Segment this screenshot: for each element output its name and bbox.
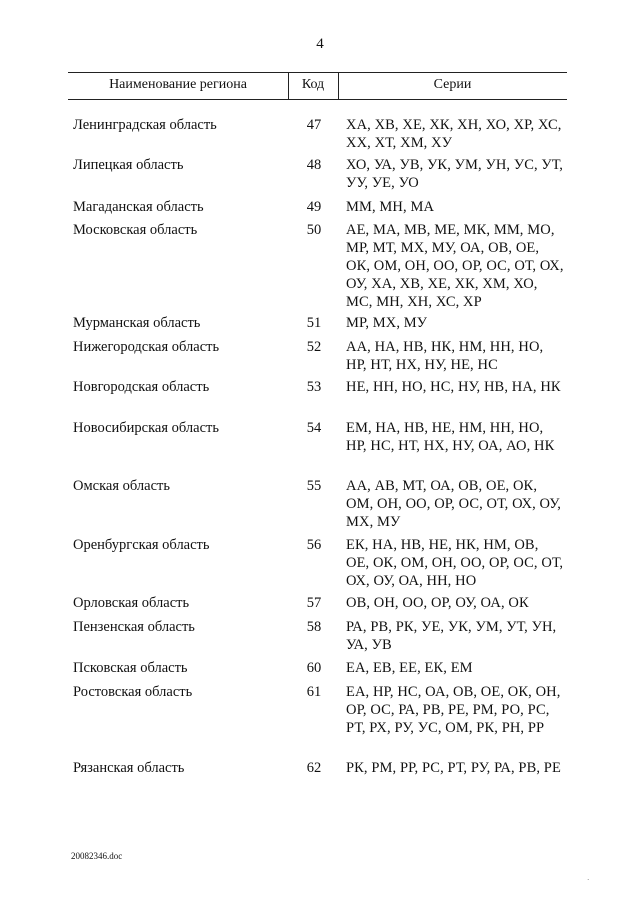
region-code: 48 [306,157,322,173]
region-code: 60 [306,660,322,676]
region-name: Нижегородская область [73,339,220,355]
footer-doc-filename: 20082346.doc [71,851,123,861]
region-code: 61 [306,684,322,700]
table-header-top-rule [68,72,567,73]
region-name: Псковская область [73,660,188,676]
region-series: ХА, ХВ, ХЕ, ХК, ХН, ХО, ХР, ХС, ХХ, ХТ, ХМ, ХУ [346,117,562,151]
region-series: РК, РМ, РР, РС, РТ, РУ, РА, РВ, РЕ [346,760,561,776]
region-code: 57 [306,595,322,611]
region-code: 52 [306,339,322,355]
region-code: 49 [306,199,322,215]
region-code: 54 [306,420,322,436]
table-header-bottom-rule [68,99,567,100]
region-series: АА, НА, НВ, НК, НМ, НН, НО, НР, НТ, НХ, НУ, НЕ, НС [346,339,544,373]
region-code: 51 [306,315,322,331]
region-code: 53 [306,379,322,395]
region-code: 50 [306,222,322,238]
region-series: ЕА, НР, НС, ОА, ОВ, ОЕ, ОК, ОН, ОР, ОС, РА, РВ, РЕ, РМ, РО, РС, РТ, РХ, РУ, УС, ОМ, РК, РН, РР [346,684,561,736]
region-series: ММ, МН, МА [346,199,435,215]
region-code: 55 [306,478,322,494]
region-series: АЕ, МА, МВ, МЕ, МК, ММ, МО, МР, МТ, МХ, МУ, ОА, ОВ, ОЕ, ОК, ОМ, ОН, ОО, ОР, ОС, ОТ, ОХ, ОУ, ХА, ХВ, ХЕ, ХК, ХМ, ХО, МС, МН, ХН, ХС, ХР [346,222,564,310]
page-number: 4 [316,36,324,52]
region-series: ЕА, ЕВ, ЕЕ, ЕК, ЕМ [346,660,473,676]
region-name: Рязанская область [73,760,185,776]
region-name: Новгородская область [73,379,210,395]
header-region-name: Наименование региона [109,77,247,92]
region-name: Ленинградская область [73,117,217,133]
region-name: Пензенская область [73,619,195,635]
region-name: Липецкая область [73,157,184,173]
region-name: Орловская область [73,595,190,611]
header-series: Серии [433,77,472,92]
region-name: Оренбургская область [73,537,210,553]
corner-mark: · [587,876,590,884]
region-name: Московская область [73,222,198,238]
region-series: АА, АВ, МТ, ОА, ОВ, ОЕ, ОК, ОМ, ОН, ОО, ОР, ОС, ОТ, ОХ, ОУ, МХ, МУ [346,478,562,530]
region-code: 58 [306,619,322,635]
region-code: 62 [306,760,322,776]
region-series: ОВ, ОН, ОО, ОР, ОУ, ОА, ОК [346,595,529,611]
header-code: Код [301,77,325,92]
region-series: НЕ, НН, НО, НС, НУ, НВ, НА, НК [346,379,561,395]
region-series: ХО, УА, УВ, УК, УМ, УН, УС, УТ, УУ, УЕ, УО [346,157,564,191]
region-series: ЕМ, НА, НВ, НЕ, НМ, НН, НО, НР, НС, НТ, НХ, НУ, ОА, АО, НК [346,420,555,454]
region-name: Магаданская область [73,199,204,215]
region-series: ЕК, НА, НВ, НЕ, НК, НМ, ОВ, ОЕ, ОК, ОМ, ОН, ОО, ОР, ОС, ОТ, ОХ, ОУ, ОА, НН, НО [346,537,564,589]
region-name: Ростовская область [73,684,193,700]
region-series: МР, МХ, МУ [346,315,428,331]
region-code: 47 [306,117,322,133]
region-series: РА, РВ, РК, УЕ, УК, УМ, УТ, УН, УА, УВ [346,619,557,653]
region-name: Омская область [73,478,170,494]
region-code: 56 [306,537,322,553]
region-name: Новосибирская область [73,420,219,436]
region-name: Мурманская область [73,315,201,331]
